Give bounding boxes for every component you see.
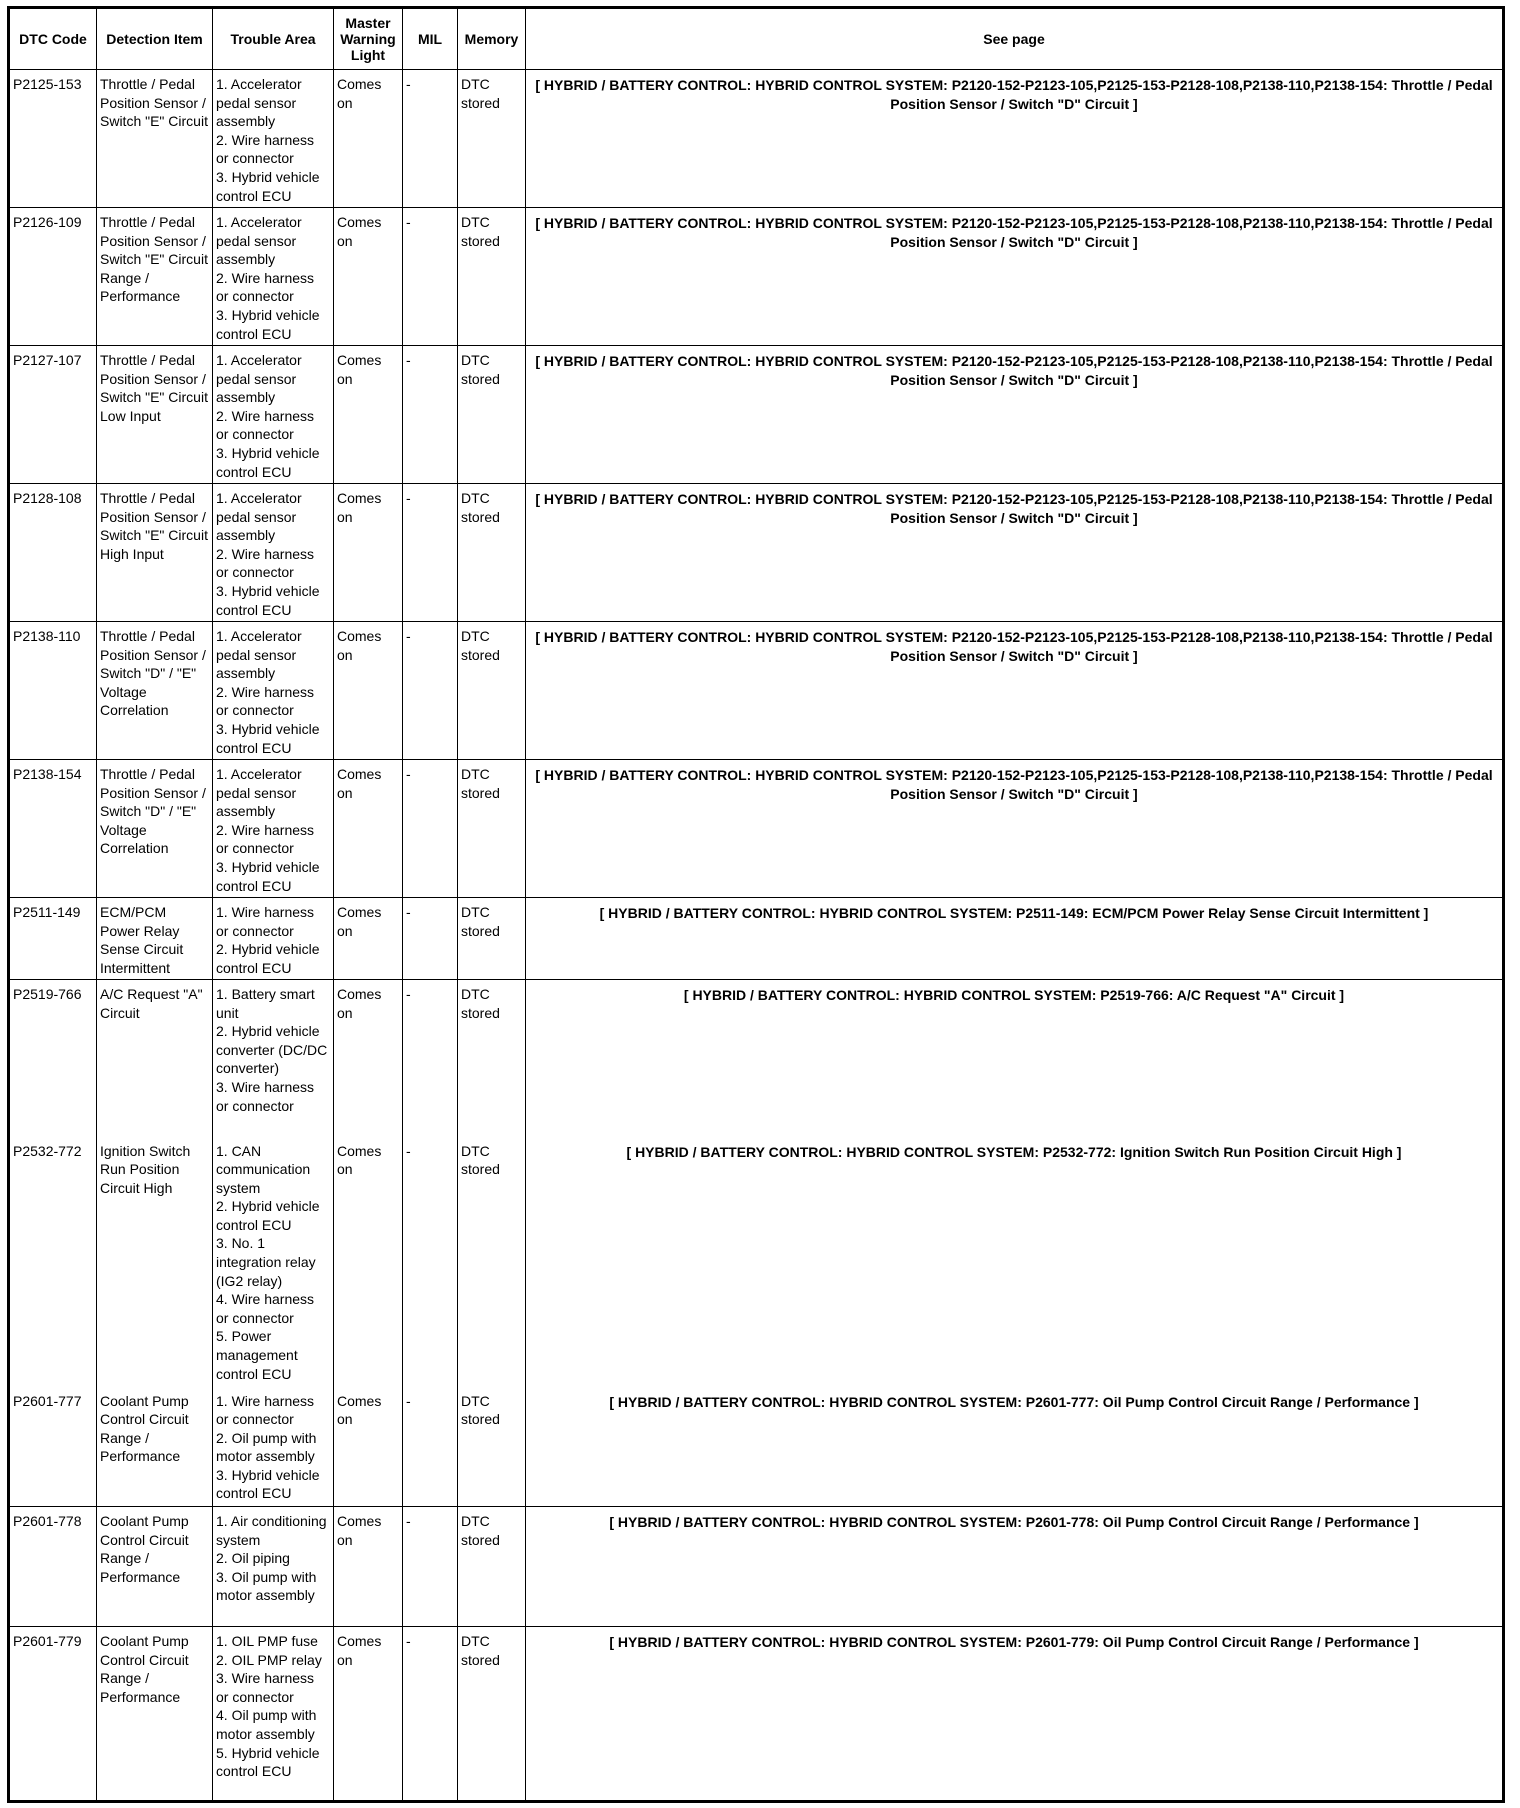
trouble-area-item: 3. Wire harness or connector xyxy=(216,1670,315,1705)
trouble-area-item: 1. Battery smart unit xyxy=(216,986,315,1021)
memory-cell: DTC stored xyxy=(458,70,526,208)
memory-cell: DTC stored xyxy=(458,760,526,898)
table-row xyxy=(9,980,1504,1137)
header-dtc-code: DTC Code xyxy=(9,8,97,70)
detection-item-cell: Throttle / Pedal Position Sensor / Switch "E" Circuit Low Input xyxy=(97,346,213,484)
trouble-area-cell xyxy=(213,622,334,760)
trouble-area-item: 1. Accelerator pedal sensor assembly xyxy=(216,214,302,268)
see-page-cell[interactable]: [ HYBRID / BATTERY CONTROL: HYBRID CONTROL SYSTEM: P2120-152-P2123-105,P2125-153-P2128-108,P2138-110,P2138-154: Throttle / Pedal Position Sensor / Switch "D" Circuit ] xyxy=(526,622,1504,760)
dtc-code-cell: P2511-149 xyxy=(9,898,97,980)
table-row xyxy=(9,70,1504,208)
detection-item-cell: Throttle / Pedal Position Sensor / Switch "E" Circuit Range / Performance xyxy=(97,208,213,346)
trouble-area-item: 1. Wire harness or connector xyxy=(216,1392,315,1428)
detection-item-cell: Ignition Switch Run Position Circuit High xyxy=(97,1137,213,1387)
trouble-area-item: 3. Hybrid vehicle control ECU xyxy=(216,444,320,480)
trouble-area-item: 1. Accelerator pedal sensor assembly xyxy=(216,490,302,544)
trouble-area-item: 1. Accelerator pedal sensor assembly xyxy=(216,76,302,130)
detection-item-cell: Throttle / Pedal Position Sensor / Switch "D" / "E" Voltage Correlation xyxy=(97,760,213,898)
mil-cell: - xyxy=(403,980,458,1137)
table-row xyxy=(9,1137,1504,1387)
master-warning-light-cell: Comes on xyxy=(334,484,403,622)
memory-cell: DTC stored xyxy=(458,898,526,980)
see-page-cell[interactable]: [ HYBRID / BATTERY CONTROL: HYBRID CONTROL SYSTEM: P2511-149: ECM/PCM Power Relay Sense Circuit Intermittent ] xyxy=(526,898,1504,980)
trouble-area-item: 3. Wire harness or connector xyxy=(216,1078,315,1114)
trouble-area-item: 2. Hybrid vehicle control ECU xyxy=(216,941,320,976)
trouble-area-item: 2. OIL PMP relay xyxy=(216,1651,322,1668)
memory-cell: DTC stored xyxy=(458,1627,526,1802)
trouble-area-item: 5. Power management control ECU xyxy=(216,1328,298,1382)
trouble-area-item: 1. Air conditioning system xyxy=(216,1513,327,1548)
header-see-page: See page xyxy=(526,8,1504,70)
dtc-code-cell: P2125-153 xyxy=(9,70,97,208)
trouble-area-item: 3. Hybrid vehicle control ECU xyxy=(216,1466,320,1502)
detection-item-cell: Throttle / Pedal Position Sensor / Switch "E" Circuit High Input xyxy=(97,484,213,622)
mil-cell: - xyxy=(403,898,458,980)
trouble-area-item: 3. Hybrid vehicle control ECU xyxy=(216,306,320,342)
memory-cell: DTC stored xyxy=(458,1387,526,1507)
trouble-area-cell xyxy=(213,1387,334,1507)
dtc-code-cell: P2601-779 xyxy=(9,1627,97,1802)
trouble-area-item: 4. Oil pump with motor assembly xyxy=(216,1707,317,1742)
table-row xyxy=(9,760,1504,898)
memory-cell: DTC stored xyxy=(458,980,526,1137)
mil-cell: - xyxy=(403,70,458,208)
master-warning-light-cell: Comes on xyxy=(334,1507,403,1627)
table-row xyxy=(9,1627,1504,1802)
see-page-cell[interactable]: [ HYBRID / BATTERY CONTROL: HYBRID CONTROL SYSTEM: P2120-152-P2123-105,P2125-153-P2128-108,P2138-110,P2138-154: Throttle / Pedal Position Sensor / Switch "D" Circuit ] xyxy=(526,70,1504,208)
dtc-table xyxy=(7,6,1505,1803)
master-warning-light-cell: Comes on xyxy=(334,898,403,980)
master-warning-light-cell: Comes on xyxy=(334,1387,403,1507)
trouble-area-item: 3. No. 1 integration relay (IG2 relay) xyxy=(216,1235,316,1289)
dtc-code-cell: P2519-766 xyxy=(9,980,97,1137)
mil-cell: - xyxy=(403,1137,458,1387)
mil-cell: - xyxy=(403,760,458,898)
header-mil: MIL xyxy=(403,8,458,70)
detection-item-cell: Throttle / Pedal Position Sensor / Switch "D" / "E" Voltage Correlation xyxy=(97,622,213,760)
trouble-area-cell xyxy=(213,1627,334,1802)
see-page-cell[interactable]: [ HYBRID / BATTERY CONTROL: HYBRID CONTROL SYSTEM: P2120-152-P2123-105,P2125-153-P2128-108,P2138-110,P2138-154: Throttle / Pedal Position Sensor / Switch "D" Circuit ] xyxy=(526,760,1504,898)
header-trouble-area: Trouble Area xyxy=(213,8,334,70)
master-warning-light-cell: Comes on xyxy=(334,346,403,484)
memory-cell: DTC stored xyxy=(458,346,526,484)
trouble-area-cell xyxy=(213,1137,334,1387)
master-warning-light-cell: Comes on xyxy=(334,70,403,208)
mil-cell: - xyxy=(403,1627,458,1802)
dtc-code-cell: P2138-154 xyxy=(9,760,97,898)
mil-cell: - xyxy=(403,208,458,346)
master-warning-light-cell: Comes on xyxy=(334,760,403,898)
header-detection-item: Detection Item xyxy=(97,8,213,70)
trouble-area-cell xyxy=(213,980,334,1137)
trouble-area-item: 1. CAN communication system xyxy=(216,1142,311,1196)
dtc-code-cell: P2601-778 xyxy=(9,1507,97,1627)
see-page-cell[interactable]: [ HYBRID / BATTERY CONTROL: HYBRID CONTROL SYSTEM: P2532-772: Ignition Switch Run Position Circuit High ] xyxy=(526,1137,1504,1387)
trouble-area-item: 3. Hybrid vehicle control ECU xyxy=(216,582,320,618)
trouble-area-item: 2. Wire harness or connector xyxy=(216,269,315,305)
trouble-area-item: 1. OIL PMP fuse xyxy=(216,1633,318,1649)
trouble-area-item: 1. Accelerator pedal sensor assembly xyxy=(216,766,302,820)
trouble-area-item: 2. Wire harness or connector xyxy=(216,821,315,857)
trouble-area-item: 2. Oil pump with motor assembly xyxy=(216,1429,317,1465)
trouble-area-cell xyxy=(213,70,334,208)
mil-cell: - xyxy=(403,1387,458,1507)
header-master-warning-light: Master Warning Light xyxy=(334,8,403,70)
trouble-area-item: 4. Wire harness or connector xyxy=(216,1291,315,1326)
trouble-area-cell xyxy=(213,346,334,484)
table-row xyxy=(9,484,1504,622)
trouble-area-item: 2. Wire harness or connector xyxy=(216,683,315,719)
table-row xyxy=(9,208,1504,346)
trouble-area-item: 3. Hybrid vehicle control ECU xyxy=(216,720,320,756)
see-page-cell[interactable]: [ HYBRID / BATTERY CONTROL: HYBRID CONTROL SYSTEM: P2601-777: Oil Pump Control Circuit Range / Performance ] xyxy=(526,1387,1504,1507)
memory-cell: DTC stored xyxy=(458,1507,526,1627)
mil-cell: - xyxy=(403,1507,458,1627)
table-row xyxy=(9,622,1504,760)
trouble-area-cell xyxy=(213,208,334,346)
detection-item-cell: Throttle / Pedal Position Sensor / Switch "E" Circuit xyxy=(97,70,213,208)
mil-cell: - xyxy=(403,484,458,622)
see-page-cell[interactable]: [ HYBRID / BATTERY CONTROL: HYBRID CONTROL SYSTEM: P2519-766: A/C Request "A" Circuit ] xyxy=(526,980,1504,1137)
dtc-code-cell: P2532-772 xyxy=(9,1137,97,1387)
mil-cell: - xyxy=(403,622,458,760)
detection-item-cell: Coolant Pump Control Circuit Range / Performance xyxy=(97,1387,213,1507)
memory-cell: DTC stored xyxy=(458,208,526,346)
mil-cell: - xyxy=(403,346,458,484)
see-page-cell[interactable]: [ HYBRID / BATTERY CONTROL: HYBRID CONTROL SYSTEM: P2601-778: Oil Pump Control Circuit Range / Performance ] xyxy=(526,1507,1504,1627)
detection-item-cell: A/C Request "A" Circuit xyxy=(97,980,213,1137)
trouble-area-cell xyxy=(213,760,334,898)
dtc-code-cell: P2126-109 xyxy=(9,208,97,346)
memory-cell: DTC stored xyxy=(458,484,526,622)
trouble-area-item: 2. Wire harness or connector xyxy=(216,131,315,167)
dtc-code-cell: P2138-110 xyxy=(9,622,97,760)
trouble-area-item: 2. Wire harness or connector xyxy=(216,545,315,581)
detection-item-cell: Coolant Pump Control Circuit Range / Performance xyxy=(97,1627,213,1802)
trouble-area-item: 3. Hybrid vehicle control ECU xyxy=(216,858,320,894)
trouble-area-item: 2. Hybrid vehicle control ECU xyxy=(216,1198,320,1233)
see-page-cell[interactable]: [ HYBRID / BATTERY CONTROL: HYBRID CONTROL SYSTEM: P2120-152-P2123-105,P2125-153-P2128-108,P2138-110,P2138-154: Throttle / Pedal Position Sensor / Switch "D" Circuit ] xyxy=(526,208,1504,346)
trouble-area-item: 1. Accelerator pedal sensor assembly xyxy=(216,628,302,682)
dtc-code-cell: P2601-777 xyxy=(9,1387,97,1507)
table-row xyxy=(9,346,1504,484)
table-row xyxy=(9,898,1504,980)
memory-cell: DTC stored xyxy=(458,622,526,760)
trouble-area-item: 3. Oil pump with motor assembly xyxy=(216,1568,317,1604)
memory-cell: DTC stored xyxy=(458,1137,526,1387)
table-row xyxy=(9,1387,1504,1507)
see-page-cell[interactable]: [ HYBRID / BATTERY CONTROL: HYBRID CONTROL SYSTEM: P2120-152-P2123-105,P2125-153-P2128-108,P2138-110,P2138-154: Throttle / Pedal Position Sensor / Switch "D" Circuit ] xyxy=(526,346,1504,484)
header-row xyxy=(9,8,1504,70)
master-warning-light-cell: Comes on xyxy=(334,980,403,1137)
see-page-cell[interactable]: [ HYBRID / BATTERY CONTROL: HYBRID CONTROL SYSTEM: P2601-779: Oil Pump Control Circuit Range / Performance ] xyxy=(526,1627,1504,1802)
detection-item-cell: Coolant Pump Control Circuit Range / Performance xyxy=(97,1507,213,1627)
master-warning-light-cell: Comes on xyxy=(334,1627,403,1802)
trouble-area-item: 2. Oil piping xyxy=(216,1550,290,1567)
master-warning-light-cell: Comes on xyxy=(334,208,403,346)
trouble-area-item: 1. Wire harness or connector xyxy=(216,904,315,939)
trouble-area-cell xyxy=(213,898,334,980)
trouble-area-item: 1. Accelerator pedal sensor assembly xyxy=(216,352,302,406)
dtc-table-body xyxy=(9,70,1504,1802)
dtc-code-cell: P2127-107 xyxy=(9,346,97,484)
master-warning-light-cell: Comes on xyxy=(334,1137,403,1387)
table-row xyxy=(9,1507,1504,1627)
trouble-area-item: 2. Hybrid vehicle converter (DC/DC converter) xyxy=(216,1023,328,1077)
dtc-code-cell: P2128-108 xyxy=(9,484,97,622)
master-warning-light-cell: Comes on xyxy=(334,622,403,760)
trouble-area-item: 3. Hybrid vehicle control ECU xyxy=(216,168,320,204)
see-page-cell[interactable]: [ HYBRID / BATTERY CONTROL: HYBRID CONTROL SYSTEM: P2120-152-P2123-105,P2125-153-P2128-108,P2138-110,P2138-154: Throttle / Pedal Position Sensor / Switch "D" Circuit ] xyxy=(526,484,1504,622)
trouble-area-item: 5. Hybrid vehicle control ECU xyxy=(216,1744,320,1780)
trouble-area-cell xyxy=(213,1507,334,1627)
trouble-area-cell xyxy=(213,484,334,622)
trouble-area-item: 2. Wire harness or connector xyxy=(216,407,315,443)
header-memory: Memory xyxy=(458,8,526,70)
detection-item-cell: ECM/PCM Power Relay Sense Circuit Intermittent xyxy=(97,898,213,980)
